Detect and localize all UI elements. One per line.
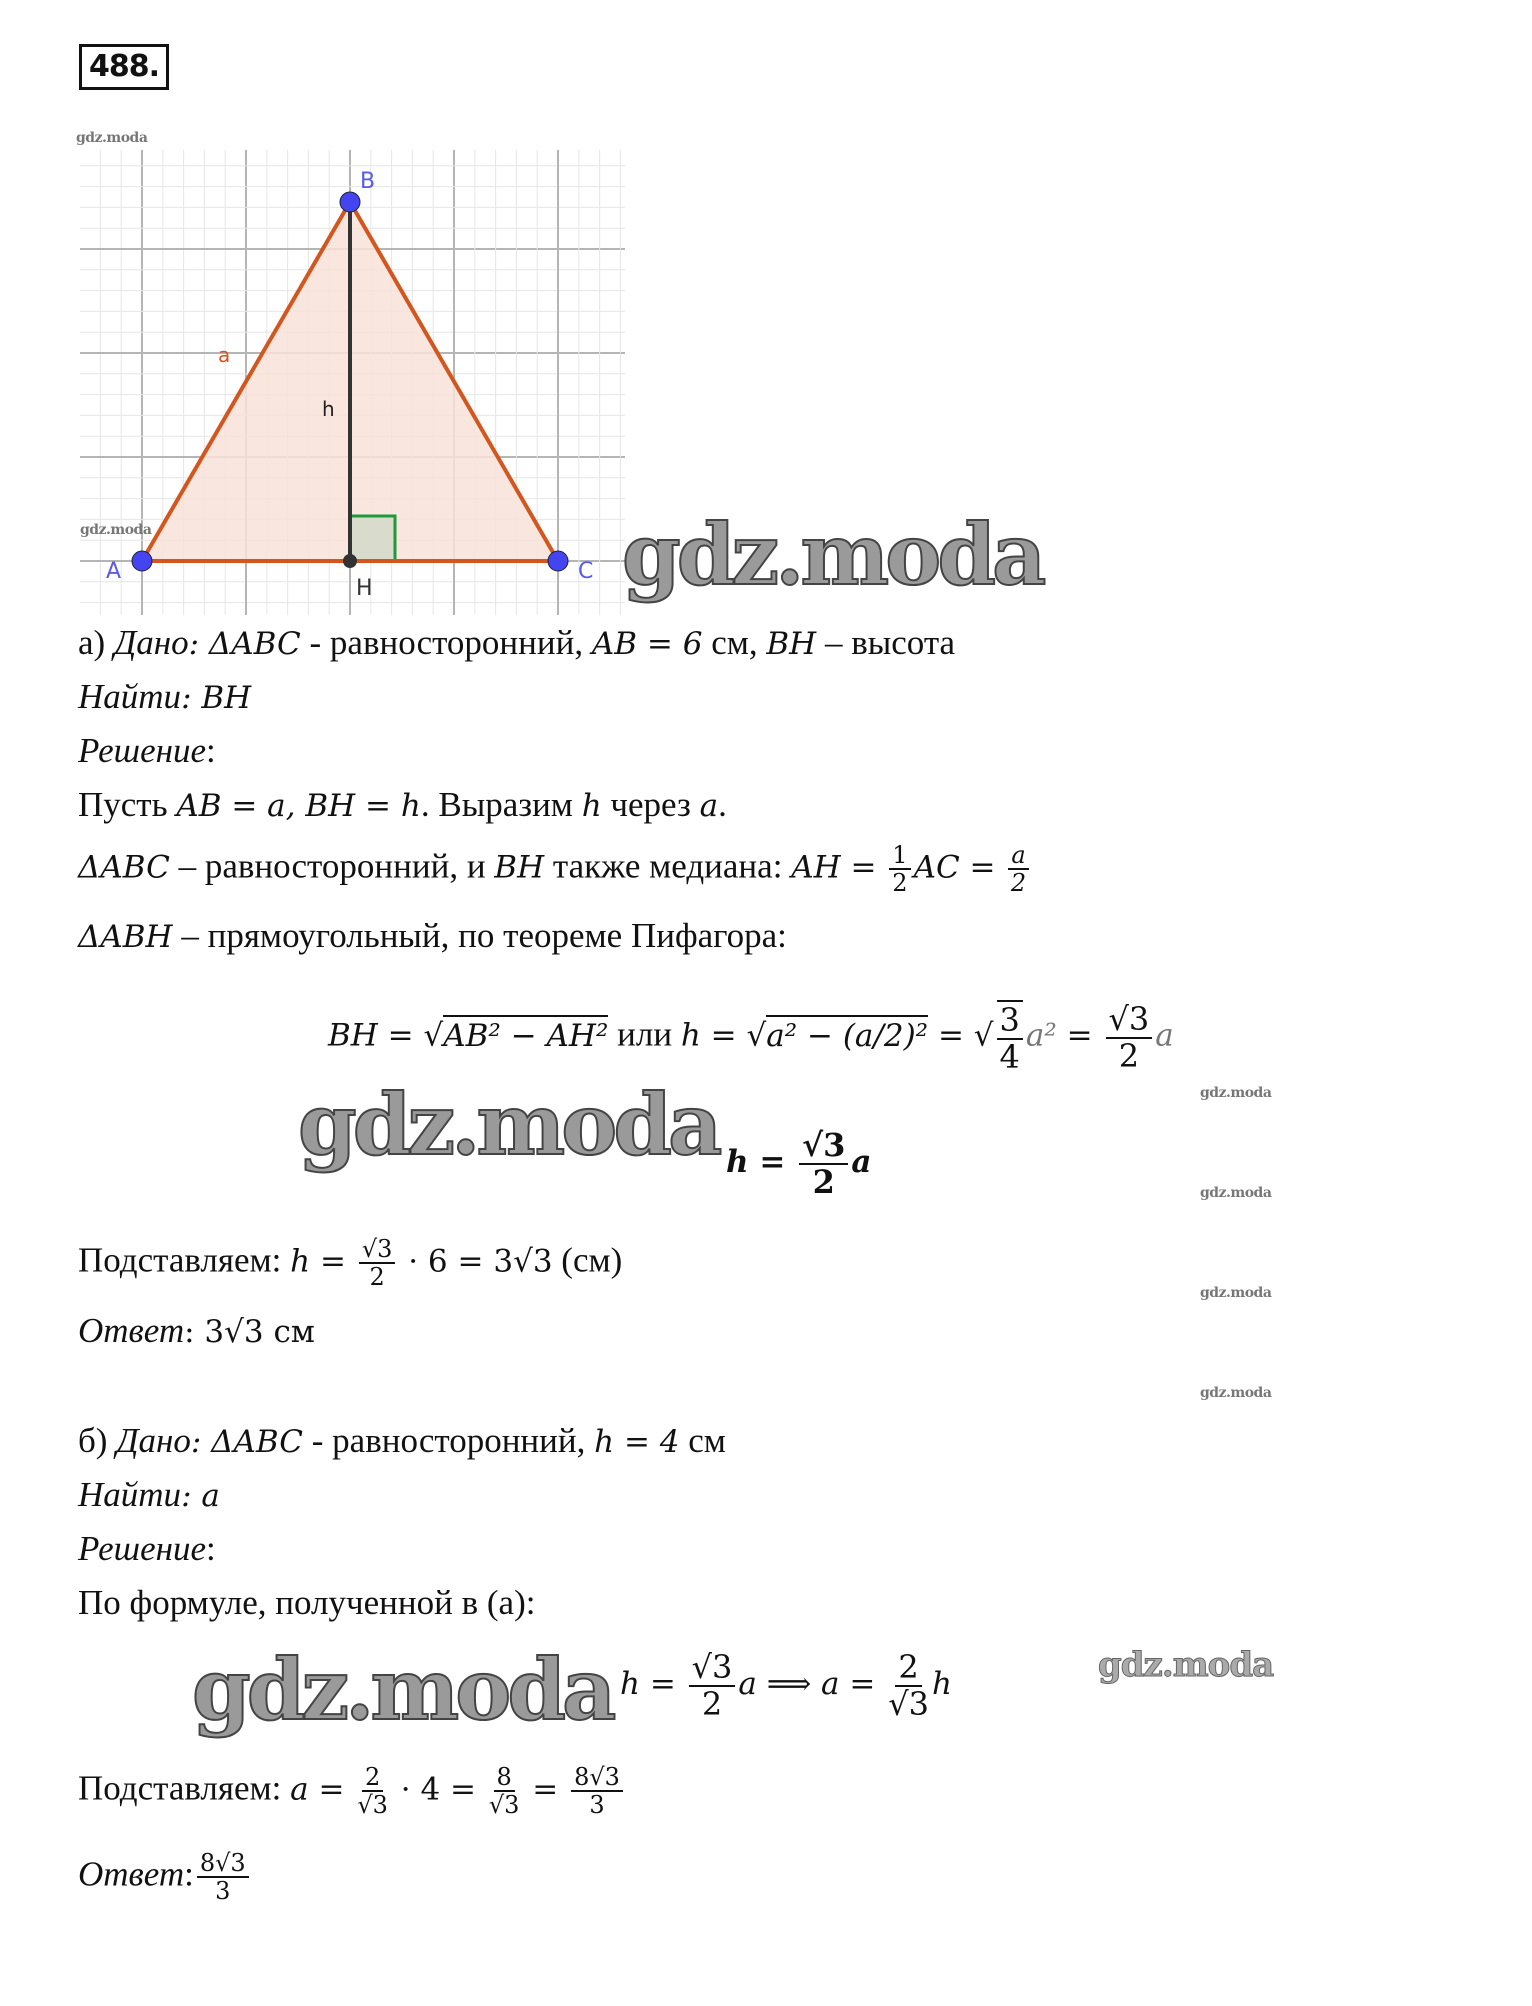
math: · 6 = 3√3 <box>398 1243 553 1280</box>
numerator: 8√3 <box>197 1850 249 1878</box>
label-h: H <box>356 576 373 601</box>
label-height-h: h <box>322 397 335 421</box>
numerator: √3 <box>359 1236 396 1264</box>
point-b <box>340 192 360 212</box>
watermark: gdz.moda <box>80 522 152 538</box>
math: = <box>1056 1017 1103 1054</box>
watermark-large: gdz.moda <box>192 1640 613 1739</box>
point-h <box>343 554 357 568</box>
fraction <box>1008 842 1028 897</box>
find-value: : BH <box>181 680 252 716</box>
watermark: gdz.moda <box>1200 1385 1272 1401</box>
math: a = <box>290 1771 355 1808</box>
fraction <box>799 1128 848 1200</box>
denominator: 3 <box>215 1877 231 1906</box>
fraction <box>888 1650 929 1722</box>
given-height: – высота <box>816 623 956 662</box>
part-a-formula2 <box>726 1128 872 1200</box>
given-unit: см <box>679 1421 726 1460</box>
point-a <box>132 551 152 571</box>
math: AH = <box>791 849 887 886</box>
radicand: AB² − AH² <box>443 1015 608 1054</box>
part-a-line3 <box>78 915 787 957</box>
denominator: 2 <box>369 1263 385 1292</box>
math: ΔABC <box>78 849 170 886</box>
math: a² <box>1025 1017 1057 1054</box>
text: . <box>718 785 727 824</box>
math: = <box>522 1771 569 1808</box>
math: h = <box>290 1243 356 1280</box>
label-a: A <box>106 559 122 584</box>
watermark-medium: gdz.moda <box>1098 1645 1274 1685</box>
part-a-line2 <box>78 842 1032 897</box>
denominator: 4 <box>999 1038 1020 1077</box>
fraction <box>357 1764 388 1819</box>
numerator: √3 <box>689 1650 736 1687</box>
denominator: 2 <box>892 869 908 898</box>
numerator: 3 <box>997 1003 1023 1040</box>
denominator: √3 <box>888 1685 929 1724</box>
watermark-large: gdz.moda <box>298 1075 719 1174</box>
label-b: B <box>360 169 376 194</box>
fraction <box>571 1764 623 1819</box>
numerator: √3 <box>1106 1002 1153 1039</box>
label-c: C <box>578 559 594 584</box>
math: a <box>1155 1017 1174 1054</box>
numerator: 8 <box>494 1764 515 1792</box>
colon: : <box>184 1854 194 1894</box>
watermark: gdz.moda <box>1200 1085 1272 1101</box>
text: Подставляем: <box>78 1240 291 1280</box>
denominator: 2 <box>701 1685 723 1724</box>
radicand: a² − (a/2)² <box>766 1015 928 1054</box>
numerator: 1 <box>889 842 910 870</box>
solution-label: Решение <box>78 1529 207 1568</box>
denominator: 2 <box>1118 1036 1140 1075</box>
point-c <box>548 551 568 571</box>
text: – равносторонний, и <box>169 846 495 886</box>
answer-value: : 3√3 см <box>184 1314 315 1350</box>
part-b-formula <box>620 1650 952 1722</box>
text: – прямоугольный, по теореме Пифагора: <box>172 916 787 955</box>
text: (см) <box>552 1240 623 1280</box>
math: AB = a, BH = h <box>176 788 421 824</box>
given-triangle: : ΔABC <box>188 626 301 662</box>
find-label: Найти <box>78 1475 182 1514</box>
answer-label: Ответ <box>78 1854 185 1894</box>
answer-label: Ответ <box>78 1311 185 1350</box>
numerator: 2 <box>362 1764 383 1792</box>
text: или <box>608 1014 681 1054</box>
part-a-line1 <box>78 784 727 826</box>
triangle-diagram <box>80 150 625 615</box>
numerator: a <box>1008 842 1028 870</box>
part-a-answer <box>78 1310 315 1352</box>
watermark: gdz.moda <box>1200 1285 1272 1301</box>
part-b-solution <box>78 1528 216 1570</box>
numerator: 2 <box>895 1650 921 1687</box>
colon: : <box>206 1529 216 1568</box>
numerator: √3 <box>799 1128 848 1165</box>
fraction <box>489 1764 520 1819</box>
text: Пусть <box>78 785 177 824</box>
part-a-find <box>78 676 251 718</box>
part-b-substitute <box>78 1764 626 1819</box>
part-b-find <box>78 1474 220 1516</box>
fraction <box>889 842 910 897</box>
denominator: 3 <box>589 1791 605 1820</box>
given-text: - равносторонний, <box>300 623 592 662</box>
text: Подставляем: <box>78 1768 291 1808</box>
math: h = <box>620 1666 686 1703</box>
text: через <box>601 785 700 824</box>
part-b-answer <box>78 1850 252 1905</box>
math: h = √ <box>680 1017 767 1054</box>
fraction <box>689 1650 736 1722</box>
math: = √ <box>928 1017 994 1054</box>
part-a-formula1 <box>328 1000 1174 1075</box>
math: h <box>931 1666 952 1703</box>
math: a <box>851 1144 872 1181</box>
math: a ⟹ a = <box>738 1666 886 1703</box>
math: BH = √ <box>328 1017 444 1054</box>
watermark: gdz.moda <box>1200 1185 1272 1201</box>
math: BH <box>494 849 545 886</box>
math: a <box>699 788 719 824</box>
given-label: Дано <box>113 623 189 662</box>
colon: : <box>206 731 216 770</box>
part-label: б) <box>78 1421 117 1460</box>
watermark: gdz.moda <box>76 130 148 146</box>
fraction <box>997 1000 1023 1075</box>
part-a-solution <box>78 730 216 772</box>
text: . Выразим <box>420 785 582 824</box>
part-b-given <box>78 1420 726 1462</box>
given-triangle: : ΔABC <box>190 1424 304 1460</box>
fraction <box>359 1236 396 1291</box>
denominator: √3 <box>357 1791 388 1820</box>
part-a-substitute <box>78 1236 622 1291</box>
given-h: h = 4 <box>594 1424 680 1460</box>
math: h = <box>726 1144 797 1181</box>
problem-number: 488. <box>79 44 169 90</box>
part-b-line1: По формуле, полученной в (а): <box>78 1583 536 1622</box>
given-unit: см, <box>702 623 767 662</box>
math: h <box>581 788 602 824</box>
right-angle-mark <box>350 516 395 561</box>
part-label: а) <box>78 623 114 662</box>
math: ΔABH <box>78 919 173 955</box>
find-value: : a <box>181 1478 220 1514</box>
text: также медиана: <box>544 846 792 886</box>
watermark-large: gdz.moda <box>622 505 1043 604</box>
part-a-given <box>78 622 955 664</box>
answer-fraction <box>197 1850 249 1905</box>
given-ab: AB = 6 <box>591 626 703 662</box>
denominator: 2 <box>812 1163 835 1202</box>
given-text: - равносторонний, <box>303 1421 595 1460</box>
math: AC = <box>913 849 1006 886</box>
label-side-a: a <box>218 343 231 367</box>
fraction <box>1106 999 1153 1075</box>
solution-label: Решение <box>78 731 207 770</box>
denominator: √3 <box>488 1791 520 1820</box>
given-label: Дано <box>116 1421 191 1460</box>
given-bh: BH <box>766 626 817 662</box>
find-label: Найти <box>78 677 182 716</box>
denominator: 2 <box>1010 869 1027 898</box>
math: · 4 = <box>390 1771 486 1808</box>
numerator: 8√3 <box>571 1764 623 1792</box>
